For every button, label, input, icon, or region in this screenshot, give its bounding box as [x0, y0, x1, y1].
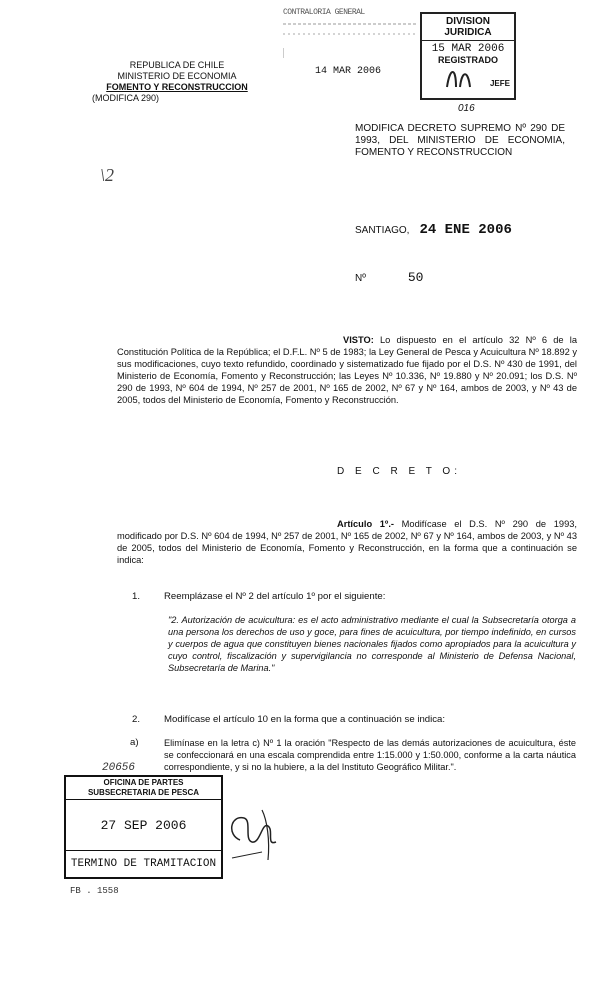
received-stamp-text: CONTRALORIA GENERAL [283, 8, 365, 17]
item-a-letter: a) [130, 737, 139, 748]
item-2-number: 2. [132, 714, 141, 725]
letterhead-ministry-sub: FOMENTO Y RECONSTRUCCION [106, 82, 248, 92]
oficina-stamp-header-2: SUBSECRETARIA DE PESCA [87, 788, 200, 797]
received-stamp [283, 8, 423, 88]
visto-text: Lo dispuesto en el artículo 32 Nº 6 de la Constitución Política de la República; el D.F.L. Nº 5 de 1983; la Ley General de Pesca y Acuicultura Nº 18.892 y sus modificaciones, cuyo texto refundido, coordinado y sistematizado fue fijado por el D.S. Nº 430 de 1991, del Ministerio de Economía, Fomento y Reconstrucción; las Leyes Nº 10.336, Nº 19.880 y Nº 20.091; los D.S. Nº 290 de 1993, Nº 604 de 1994, Nº 257 de 2001, Nº 165 de 2002, Nº 67 y Nº 164, ambos de 2003, y Nº 43 de 2005, todos del Ministerio de Economía, Fomento y Reconstrucción. [117, 335, 578, 405]
item-1-quote: "2. Autorización de acuicultura: es el acto administrativo mediante el cual la Subsecretaría otorga a una persona los derechos de uso y goce, para fines de acuicultura, por tiempo indefinido, en cursos y cuerpos de agua que constituyen bienes nacionales fijados como apropiados para la acuicultura y cuyo control, fiscalización y supervigilancia no corresponde al Ministerio de Defensa Nacional, Subsecretaría de Marina." [168, 615, 576, 673]
division-stamp-signature [442, 62, 482, 92]
division-stamp-status: REGISTRADO [437, 55, 498, 65]
oficina-stamp-header-1: OFICINA DE PARTES [103, 778, 184, 787]
oficina-stamp-date: 27 SEP 2006 [100, 818, 187, 833]
handwritten-number: 20656 [102, 762, 136, 774]
oficina-stamp-footer: TERMINO DE TRAMITACION [66, 850, 221, 877]
letterhead [92, 60, 262, 104]
item-a-text: Elimínase en la letra c) Nº 1 la oración "Respecto de las demás autorizaciones de acuicultura, éste se confeccionará en una escala comprendida entre 1:15.000 y 1:50.000, conforme a la carta náutica correspondiente, y si no la hubiere, a la del Instituto Geográfico Militar.". [164, 738, 576, 772]
received-stamp-date: 14 MAR 2006 [315, 66, 382, 77]
decreto-heading: D E C R E T O: [337, 466, 461, 477]
number-value: 50 [407, 270, 424, 285]
item-2-text: Modifícase el artículo 10 en la forma que a continuación se indica: [164, 714, 446, 725]
articulo-1-text: Modifícase el D.S. Nº 290 de 1993, modificado por D.S. Nº 604 de 1994, Nº 257 de 2001, Nº 165 de 2002, Nº 67 y Nº 164, ambos de 2003, y Nº 43 de 2005, todos del Ministerio de Economía, Fomento y Reconstrucción, en la forma que a continuación se indica: [117, 519, 577, 565]
document-number [355, 270, 423, 285]
footer-code: FB . 1558 [70, 886, 119, 896]
oficina-partes-stamp [64, 775, 223, 879]
number-label: Nº [355, 273, 366, 284]
date-label: SANTIAGO, [355, 225, 410, 236]
date-value: 24 ENE 2006 [419, 222, 512, 238]
item-1-number: 1. [132, 591, 141, 602]
articulo-1-paragraph [117, 518, 577, 566]
articulo-1-keyword: Artículo 1º.- [337, 519, 395, 529]
division-stamp-date: 15 MAR 2006 [431, 43, 505, 55]
margin-scribble: \2 [100, 165, 115, 185]
oficina-stamp-header [66, 777, 221, 800]
division-stamp-jefe: JEFE [489, 79, 510, 88]
document-subject: MODIFICA DECRETO SUPREMO Nº 290 DE 1993, DEL MINISTERIO DE ECONOMIA, FOMENTO Y RECONSTRUCCION [355, 123, 565, 158]
visto-paragraph [117, 334, 577, 406]
letterhead-ref: (MODIFICA 290) [92, 93, 160, 103]
document-date [355, 222, 512, 238]
division-juridica-stamp [420, 12, 516, 114]
division-stamp-title: DIVISION JURIDICA [422, 14, 514, 41]
received-stamp-lines [283, 18, 423, 58]
signature [222, 800, 292, 870]
division-stamp-number: 016 [458, 103, 475, 114]
visto-keyword: VISTO: [343, 335, 374, 345]
letterhead-country: REPUBLICA DE CHILE [129, 60, 225, 70]
item-1-text: Reemplázase el Nº 2 del artículo 1º por el siguiente: [164, 591, 386, 602]
letterhead-ministry: MINISTERIO DE ECONOMIA [117, 71, 237, 81]
